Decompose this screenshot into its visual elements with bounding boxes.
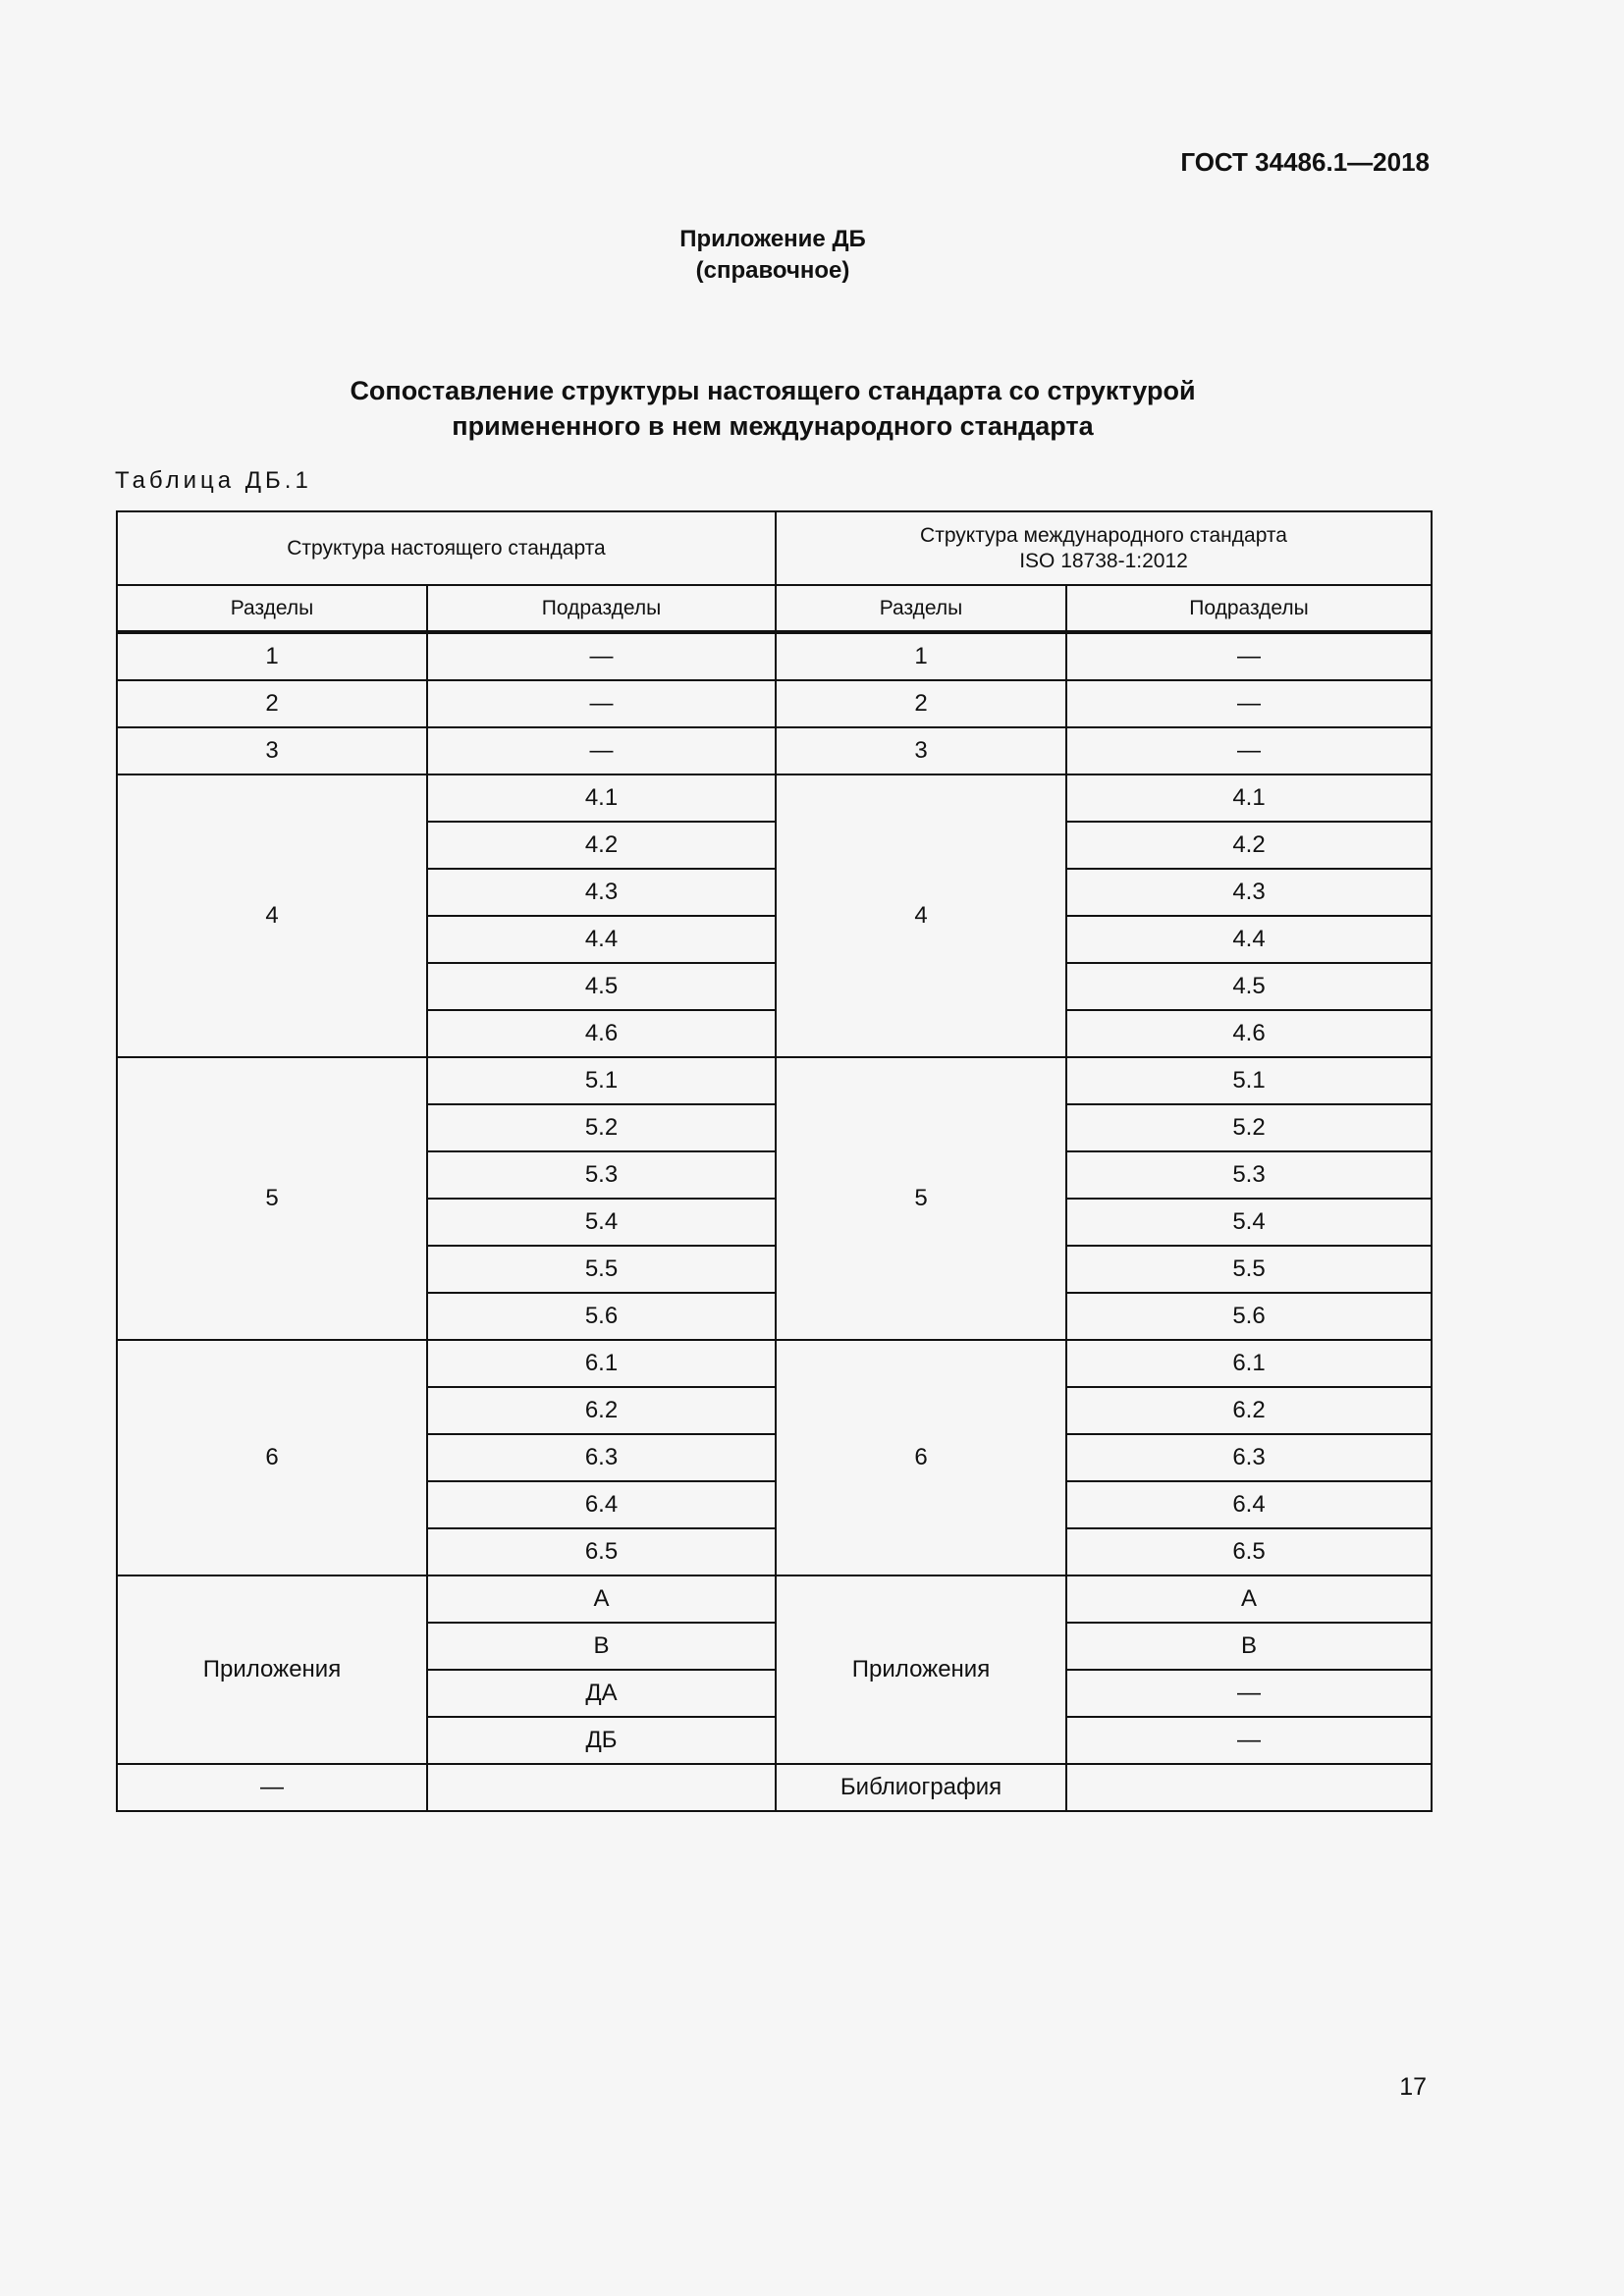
section-national-cell: Приложения [117, 1575, 427, 1764]
subsection-national-cell: 4.3 [427, 869, 776, 916]
subsection-international-cell: 6.4 [1066, 1481, 1432, 1528]
subsection-national-cell: 4.4 [427, 916, 776, 963]
subheader-subsections-national: Подразделы [427, 585, 776, 632]
table-row [117, 1575, 1432, 1623]
subsection-national-cell: 4.2 [427, 822, 776, 869]
subsection-national-cell: — [427, 632, 776, 680]
subsection-international-cell: — [1066, 727, 1432, 774]
section-international-cell: Приложения [776, 1575, 1066, 1764]
subsection-international-cell: 4.5 [1066, 963, 1432, 1010]
subsection-international-cell [1066, 1764, 1432, 1811]
subsection-national-cell: 5.4 [427, 1199, 776, 1246]
subsection-international-cell: 5.3 [1066, 1151, 1432, 1199]
subsection-national-cell: ДБ [427, 1717, 776, 1764]
table-row [117, 1057, 1432, 1104]
subsection-international-cell: — [1066, 632, 1432, 680]
subsection-international-cell: 4.6 [1066, 1010, 1432, 1057]
subsection-international-cell: 5.4 [1066, 1199, 1432, 1246]
section-national-cell: 6 [117, 1340, 427, 1575]
section-national-cell: — [117, 1764, 427, 1811]
table-row [117, 774, 1432, 822]
section-international-cell: 4 [776, 774, 1066, 1057]
title-line-1: Сопоставление структуры настоящего стандарта со структурой [350, 376, 1196, 405]
appendix-title: Приложение ДБ [679, 226, 866, 252]
subsection-international-cell: 5.6 [1066, 1293, 1432, 1340]
subsection-national-cell: В [427, 1623, 776, 1670]
subsection-international-cell: 6.5 [1066, 1528, 1432, 1575]
document-code: ГОСТ 34486.1—2018 [1180, 147, 1430, 177]
subsection-international-cell: 5.1 [1066, 1057, 1432, 1104]
header-international-structure [776, 511, 1432, 585]
subsection-national-cell: 6.2 [427, 1387, 776, 1434]
subsection-international-cell: 6.2 [1066, 1387, 1432, 1434]
subsection-national-cell: 6.5 [427, 1528, 776, 1575]
subsection-international-cell: 4.2 [1066, 822, 1432, 869]
subsection-international-cell: — [1066, 1670, 1432, 1717]
appendix-heading [0, 224, 1545, 287]
subsection-national-cell: — [427, 727, 776, 774]
page-number: 17 [1399, 2073, 1427, 2101]
section-international-cell: 5 [776, 1057, 1066, 1340]
section-international-cell: Библиография [776, 1764, 1066, 1811]
table-caption: Таблица ДБ.1 [115, 467, 312, 494]
table-header-row [117, 511, 1432, 585]
subsection-national-cell: 5.2 [427, 1104, 776, 1151]
table-row [117, 632, 1432, 680]
subsection-national-cell: 4.5 [427, 963, 776, 1010]
subsection-international-cell: 5.5 [1066, 1246, 1432, 1293]
section-international-cell: 2 [776, 680, 1066, 727]
subheader-subsections-international: Подразделы [1066, 585, 1432, 632]
subsection-national-cell: 4.6 [427, 1010, 776, 1057]
subsection-national-cell: — [427, 680, 776, 727]
section-international-cell: 1 [776, 632, 1066, 680]
table-subheader-row [117, 585, 1432, 632]
table-row [117, 1340, 1432, 1387]
subsection-international-cell: 6.1 [1066, 1340, 1432, 1387]
subsection-national-cell: 6.1 [427, 1340, 776, 1387]
document-title [0, 373, 1545, 444]
subsection-international-cell: — [1066, 680, 1432, 727]
header-international-line-2: ISO 18738-1:2012 [1019, 549, 1188, 572]
subheader-sections-international: Разделы [776, 585, 1066, 632]
subsection-national-cell: 6.4 [427, 1481, 776, 1528]
subsection-national-cell: 5.6 [427, 1293, 776, 1340]
subsection-international-cell: — [1066, 1717, 1432, 1764]
table-row [117, 680, 1432, 727]
subsection-national-cell: А [427, 1575, 776, 1623]
table-row [117, 727, 1432, 774]
subsection-international-cell: 5.2 [1066, 1104, 1432, 1151]
subsection-national-cell [427, 1764, 776, 1811]
subsection-international-cell: А [1066, 1575, 1432, 1623]
section-national-cell: 5 [117, 1057, 427, 1340]
section-national-cell: 1 [117, 632, 427, 680]
subsection-national-cell: 5.3 [427, 1151, 776, 1199]
subsection-national-cell: 5.5 [427, 1246, 776, 1293]
table-row [117, 1764, 1432, 1811]
subsection-international-cell: 4.1 [1066, 774, 1432, 822]
title-line-2: примененного в нем международного стандарта [452, 411, 1094, 441]
subsection-international-cell: 4.3 [1066, 869, 1432, 916]
header-national-structure: Структура настоящего стандарта [117, 511, 776, 585]
subsection-national-cell: 4.1 [427, 774, 776, 822]
section-international-cell: 3 [776, 727, 1066, 774]
subheader-sections-national: Разделы [117, 585, 427, 632]
structure-comparison-table [116, 510, 1433, 1812]
subsection-national-cell: ДА [427, 1670, 776, 1717]
subsection-national-cell: 6.3 [427, 1434, 776, 1481]
subsection-national-cell: 5.1 [427, 1057, 776, 1104]
section-national-cell: 2 [117, 680, 427, 727]
subsection-international-cell: В [1066, 1623, 1432, 1670]
section-national-cell: 4 [117, 774, 427, 1057]
subsection-international-cell: 4.4 [1066, 916, 1432, 963]
section-national-cell: 3 [117, 727, 427, 774]
section-international-cell: 6 [776, 1340, 1066, 1575]
appendix-subtitle: (справочное) [695, 257, 850, 284]
subsection-international-cell: 6.3 [1066, 1434, 1432, 1481]
header-international-line-1: Структура международного стандарта [920, 523, 1287, 547]
